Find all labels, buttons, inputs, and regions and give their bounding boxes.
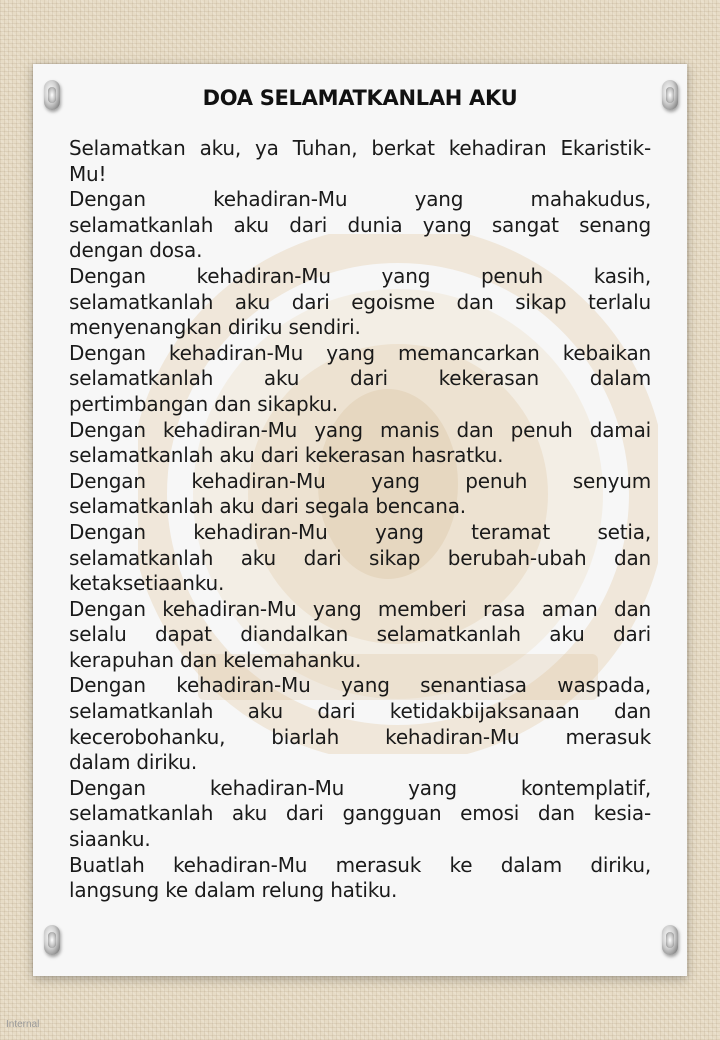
prayer-stanza — [69, 776, 651, 853]
prayer-line: selamatkanlah aku dari sikap berubah-ubah dan — [69, 545, 651, 570]
prayer-line: selamatkanlah aku dari segala bencana. — [69, 494, 466, 519]
prayer-stanza — [69, 136, 651, 187]
prayer-stanza — [69, 187, 651, 264]
prayer-line: selalu dapat diandalkan selamatkanlah aku dari — [69, 622, 651, 647]
prayer-line: Dengan kehadiran-Mu yang kontemplatif, — [69, 775, 651, 800]
prayer-stanza — [69, 597, 651, 674]
prayer-line: siaanku. — [69, 827, 151, 852]
prayer-line: kecerobohanku, biarlah kehadiran-Mu merasuk — [69, 724, 651, 749]
prayer-line: Dengan kehadiran-Mu yang manis dan penuh damai — [69, 417, 651, 442]
prayer-line: Selamatkan aku, ya Tuhan, berkat kehadiran Ekaristik- — [69, 136, 651, 160]
pushpin-icon — [44, 925, 60, 955]
prayer-stanza — [69, 520, 651, 597]
page-title: DOA SELAMATKANLAH AKU — [202, 86, 518, 110]
prayer-line: dengan dosa. — [69, 238, 203, 263]
prayer-line: Dengan kehadiran-Mu yang memancarkan kebaikan — [69, 340, 651, 365]
prayer-stanza — [69, 469, 651, 520]
prayer-line: menyenangkan diriku sendiri. — [69, 315, 361, 340]
prayer-line: Dengan kehadiran-Mu yang mahakudus, — [69, 187, 651, 212]
prayer-line: kerapuhan dan kelemahanku. — [69, 647, 362, 672]
prayer-line: dalam diriku. — [69, 750, 198, 775]
prayer-stanza — [69, 853, 651, 904]
prayer-line: selamatkanlah aku dari ketidakbijaksanaan dan — [69, 699, 651, 724]
prayer-body — [69, 136, 651, 904]
prayer-stanza — [69, 341, 651, 418]
prayer-line: selamatkanlah aku dari gangguan emosi dan kesia- — [69, 801, 651, 826]
prayer-line: selamatkanlah aku dari kekerasan dalam — [69, 366, 651, 391]
prayer-line: Buatlah kehadiran-Mu merasuk ke dalam diriku, — [69, 852, 651, 877]
prayer-line: Dengan kehadiran-Mu yang penuh kasih, — [69, 263, 651, 288]
prayer-line: Dengan kehadiran-Mu yang teramat setia, — [69, 519, 651, 544]
footer-label: Internal — [6, 1019, 40, 1030]
prayer-stanza — [69, 264, 651, 341]
prayer-line: langsung ke dalam relung hatiku. — [69, 878, 398, 903]
prayer-line: ketaksetiaanku. — [69, 571, 225, 596]
prayer-line: Dengan kehadiran-Mu yang memberi rasa aman dan — [69, 596, 651, 621]
prayer-line: Dengan kehadiran-Mu yang penuh senyum — [69, 468, 651, 493]
prayer-line: selamatkanlah aku dari egoisme dan sikap terlalu — [69, 289, 651, 314]
prayer-line: selamatkanlah aku dari dunia yang sangat senang — [69, 212, 651, 237]
prayer-line: pertimbangan dan sikapku. — [69, 391, 338, 416]
prayer-line: Dengan kehadiran-Mu yang senantiasa waspada, — [69, 673, 651, 698]
prayer-line: selamatkanlah aku dari kekerasan hasratku. — [69, 443, 504, 468]
pushpin-icon — [662, 925, 678, 955]
prayer-stanza — [69, 418, 651, 469]
prayer-stanza — [69, 673, 651, 775]
prayer-line: Mu! — [69, 161, 107, 186]
